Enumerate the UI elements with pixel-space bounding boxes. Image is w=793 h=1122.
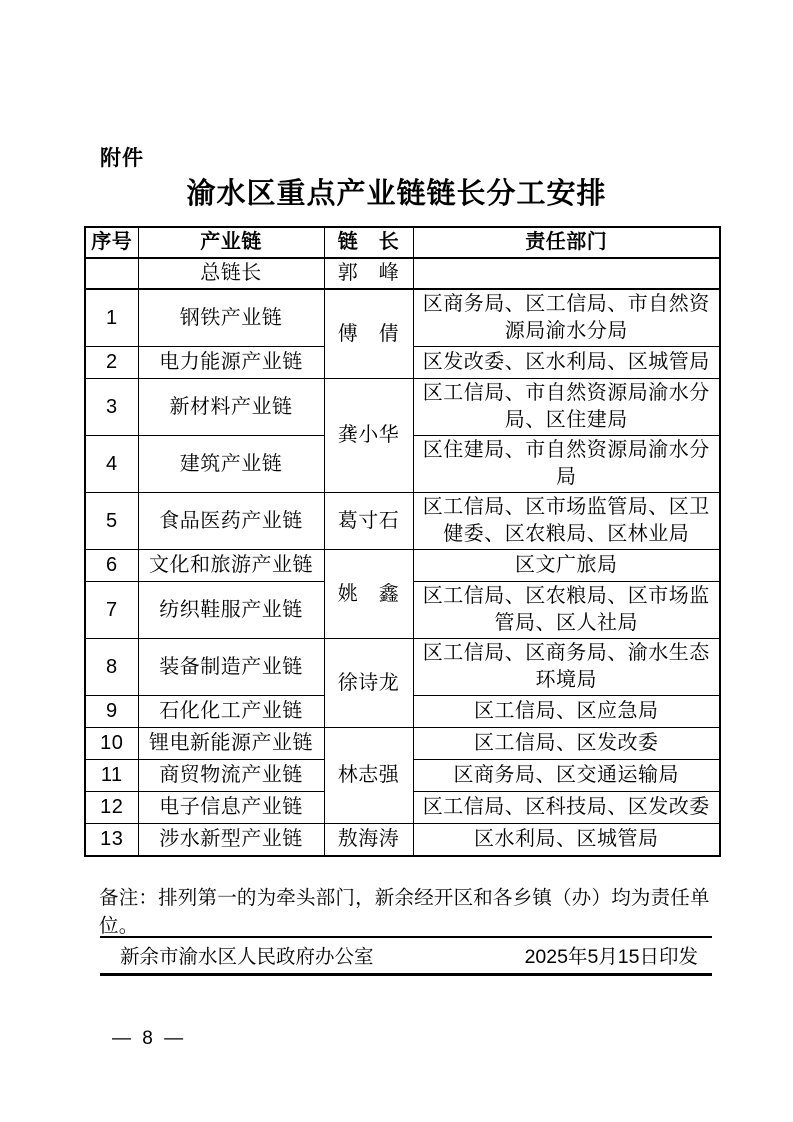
responsible-depts-cell: 区工信局、市自然资源局渝水分局、区住建局 bbox=[413, 379, 720, 436]
serial-cell: 3 bbox=[85, 379, 138, 436]
industry-chain-cell: 涉水新型产业链 bbox=[138, 824, 324, 857]
industry-chain-cell: 商贸物流产业链 bbox=[138, 760, 324, 792]
page-title: 渝水区重点产业链链长分工安排 bbox=[186, 178, 607, 210]
serial-cell: 1 bbox=[85, 289, 138, 347]
industry-chain-cell: 装备制造产业链 bbox=[138, 639, 324, 696]
serial-cell: 13 bbox=[85, 824, 138, 857]
serial-cell: 11 bbox=[85, 760, 138, 792]
responsible-depts-cell: 区工信局、区科技局、区发改委 bbox=[413, 792, 720, 824]
serial-cell: 7 bbox=[85, 582, 138, 639]
serial-cell: 12 bbox=[85, 792, 138, 824]
responsible-depts-cell: 区水利局、区城管局 bbox=[413, 824, 720, 857]
table-row bbox=[85, 379, 720, 436]
chain-chief-cell: 林志强 bbox=[324, 728, 413, 824]
responsible-depts-cell: 区商务局、区工信局、市自然资源局渝水分局 bbox=[413, 289, 720, 347]
industry-chain-cell: 建筑产业链 bbox=[138, 436, 324, 493]
table-row bbox=[85, 493, 720, 550]
chain-chief-cell: 郭 峰 bbox=[324, 258, 413, 289]
industry-chain-cell: 锂电新能源产业链 bbox=[138, 728, 324, 760]
table-row bbox=[85, 639, 720, 696]
table-header bbox=[85, 227, 720, 258]
responsible-depts-cell: 区发改委、区水利局、区城管局 bbox=[413, 347, 720, 379]
serial-cell: 10 bbox=[85, 728, 138, 760]
column-header-1: 产业链 bbox=[138, 227, 324, 258]
attachment-label: 附件 bbox=[100, 147, 144, 170]
industry-chain-cell: 纺织鞋服产业链 bbox=[138, 582, 324, 639]
assignment-table bbox=[84, 226, 721, 857]
serial-cell: 2 bbox=[85, 347, 138, 379]
remark-note: 备注：排列第一的为牵头部门，新余经开区和各乡镇（办）均为责任单位。 bbox=[99, 886, 710, 937]
industry-chain-cell: 石化化工产业链 bbox=[138, 696, 324, 728]
serial-cell: 9 bbox=[85, 696, 138, 728]
responsible-depts-cell: 区工信局、区应急局 bbox=[413, 696, 720, 728]
industry-chain-cell: 新材料产业链 bbox=[138, 379, 324, 436]
responsible-depts-cell bbox=[413, 258, 720, 289]
table-row bbox=[85, 728, 720, 760]
chain-chief-cell: 傅 倩 bbox=[324, 289, 413, 379]
serial-cell: 6 bbox=[85, 550, 138, 582]
table-row bbox=[85, 550, 720, 582]
industry-chain-cell: 总链长 bbox=[138, 258, 324, 289]
table-row bbox=[85, 824, 720, 857]
page-number: — 8 — bbox=[112, 1028, 187, 1049]
responsible-depts-cell: 区商务局、区交通运输局 bbox=[413, 760, 720, 792]
industry-chain-cell: 电力能源产业链 bbox=[138, 347, 324, 379]
chain-chief-cell: 葛寸石 bbox=[324, 493, 413, 550]
responsible-depts-cell: 区工信局、区农粮局、区市场监管局、区人社局 bbox=[413, 582, 720, 639]
chain-chief-cell: 敖海涛 bbox=[324, 824, 413, 857]
responsible-depts-cell: 区住建局、市自然资源局渝水分局 bbox=[413, 436, 720, 493]
assignment-table-container bbox=[84, 226, 721, 857]
serial-cell: 4 bbox=[85, 436, 138, 493]
table-row bbox=[85, 289, 720, 347]
industry-chain-cell: 食品医药产业链 bbox=[138, 493, 324, 550]
issuance-footer bbox=[100, 936, 712, 976]
column-header-3: 责任部门 bbox=[413, 227, 720, 258]
chain-chief-cell: 徐诗龙 bbox=[324, 639, 413, 728]
chain-chief-cell: 姚 鑫 bbox=[324, 550, 413, 639]
responsible-depts-cell: 区工信局、区市场监管局、区卫健委、区农粮局、区林业局 bbox=[413, 493, 720, 550]
responsible-depts-cell: 区文广旅局 bbox=[413, 550, 720, 582]
serial-cell: 5 bbox=[85, 493, 138, 550]
responsible-depts-cell: 区工信局、区发改委 bbox=[413, 728, 720, 760]
print-date: 2025年5月15日印发 bbox=[524, 946, 698, 968]
serial-cell: 8 bbox=[85, 639, 138, 696]
issuing-office: 新余市渝水区人民政府办公室 bbox=[120, 946, 374, 968]
responsible-depts-cell: 区工信局、区商务局、渝水生态环境局 bbox=[413, 639, 720, 696]
industry-chain-cell: 电子信息产业链 bbox=[138, 792, 324, 824]
chain-chief-cell: 龚小华 bbox=[324, 379, 413, 493]
column-header-2: 链 长 bbox=[324, 227, 413, 258]
industry-chain-cell: 钢铁产业链 bbox=[138, 289, 324, 347]
serial-cell bbox=[85, 258, 138, 289]
column-header-0: 序号 bbox=[85, 227, 138, 258]
header-row bbox=[85, 227, 720, 258]
table-body bbox=[85, 258, 720, 856]
industry-chain-cell: 文化和旅游产业链 bbox=[138, 550, 324, 582]
table-row bbox=[85, 258, 720, 289]
